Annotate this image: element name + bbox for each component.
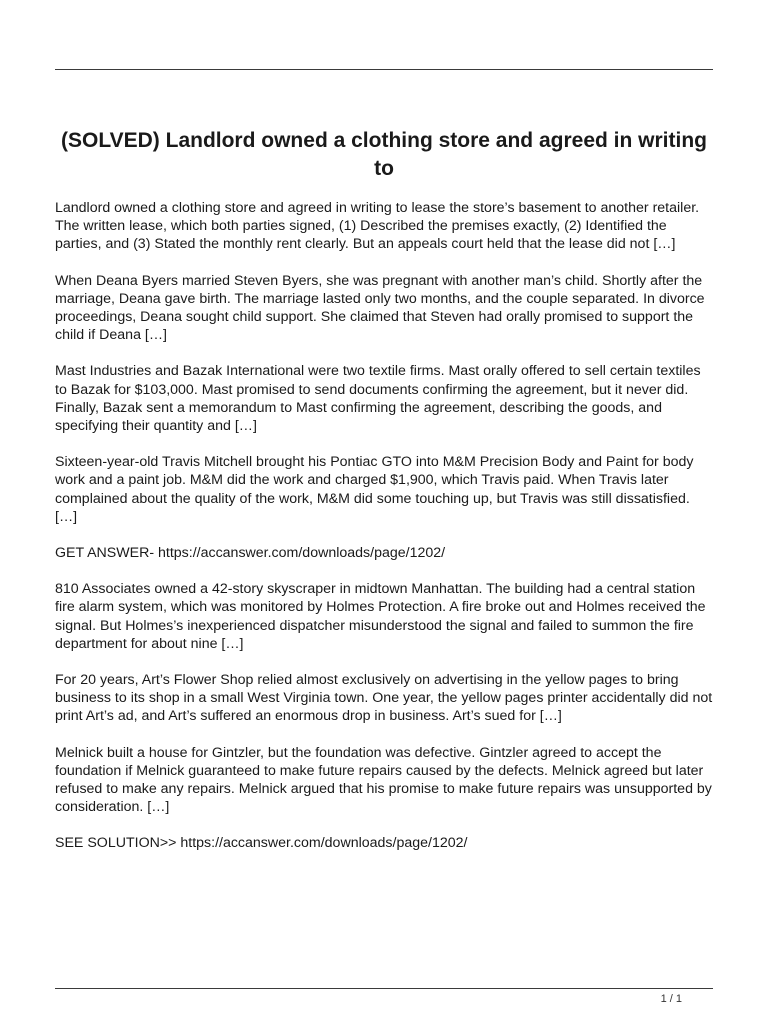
paragraph-810-associates: 810 Associates owned a 42-story skyscraper in midtown Manhattan. The building had a central station fire alarm system, which was monitored by Holmes Protection. A fire broke out and Holmes received the signal. But Holmes’s inexperienced dispatcher misunderstood the signal and failed to summon the fire department for about nine […] (55, 581, 706, 652)
paragraph-byers: When Deana Byers married Steven Byers, she was pregnant with another man’s child. Shortly after the marriage, Deana gave birth. The marriage lasted only two months, and the couple separated. In divorce proceedings, Deana sought child support. She claimed that Steven had orally promised to support the child if Deana […] (55, 272, 705, 344)
paragraph-landlord: Landlord owned a clothing store and agreed in writing to lease the store’s basement to another retailer. The written lease, which both parties signed, (1) Described the premises exactly, (2) Identified the parties, and (3) Stated the monthly rent clearly. But an appeals court held that the lease did not […] (55, 200, 700, 253)
paragraph-mast-industries: Mast Industries and Bazak International were two textile firms. Mast orally offered to sell certain textiles to Bazak for $103,000. Mast promised to send documents confirming the agreement, but it never did. Finally, Bazak sent a memorandum to Mast confirming the agreement, describing the goods, and specifying their quantity and […] (55, 363, 701, 435)
paragraph-arts-flower-shop: For 20 years, Art’s Flower Shop relied almost exclusively on advertising in the yellow pages to bring business to its shop in a small West Virginia town. One year, the yellow pages printer accidentally did not print Art’s ad, and Art’s suffered an enormous drop in business. Art’s sued for […] (55, 672, 713, 725)
get-answer-link[interactable]: GET ANSWER- https://accanswer.com/downloads/page/1202/ (55, 545, 446, 562)
bottom-divider (55, 988, 713, 989)
document-body (55, 199, 713, 871)
top-divider (55, 69, 713, 70)
see-solution-link[interactable]: SEE SOLUTION>> https://accanswer.com/downloads/page/1202/ (55, 835, 468, 852)
page-title: (SOLVED) Landlord owned a clothing store and agreed in writing to (61, 129, 707, 180)
page-number: 1 / 1 (660, 993, 682, 1005)
paragraph-travis-mitchell: Sixteen-year-old Travis Mitchell brought his Pontiac GTO into M&M Precision Body and Paint for body work and a paint job. M&M did the work and charged $1,900, which Travis paid. When Travis later complained about the quality of the work, M&M did some touching up, but Travis was still dissatisfied. […] (55, 454, 694, 525)
paragraph-melnick: Melnick built a house for Gintzler, but the foundation was defective. Gintzler agreed to accept the foundation if Melnick guaranteed to make future repairs caused by the defects. Melnick agreed but later refused to make any repairs. Melnick argued that his promise to make future repairs was unsupported by consideration. […] (55, 744, 712, 816)
